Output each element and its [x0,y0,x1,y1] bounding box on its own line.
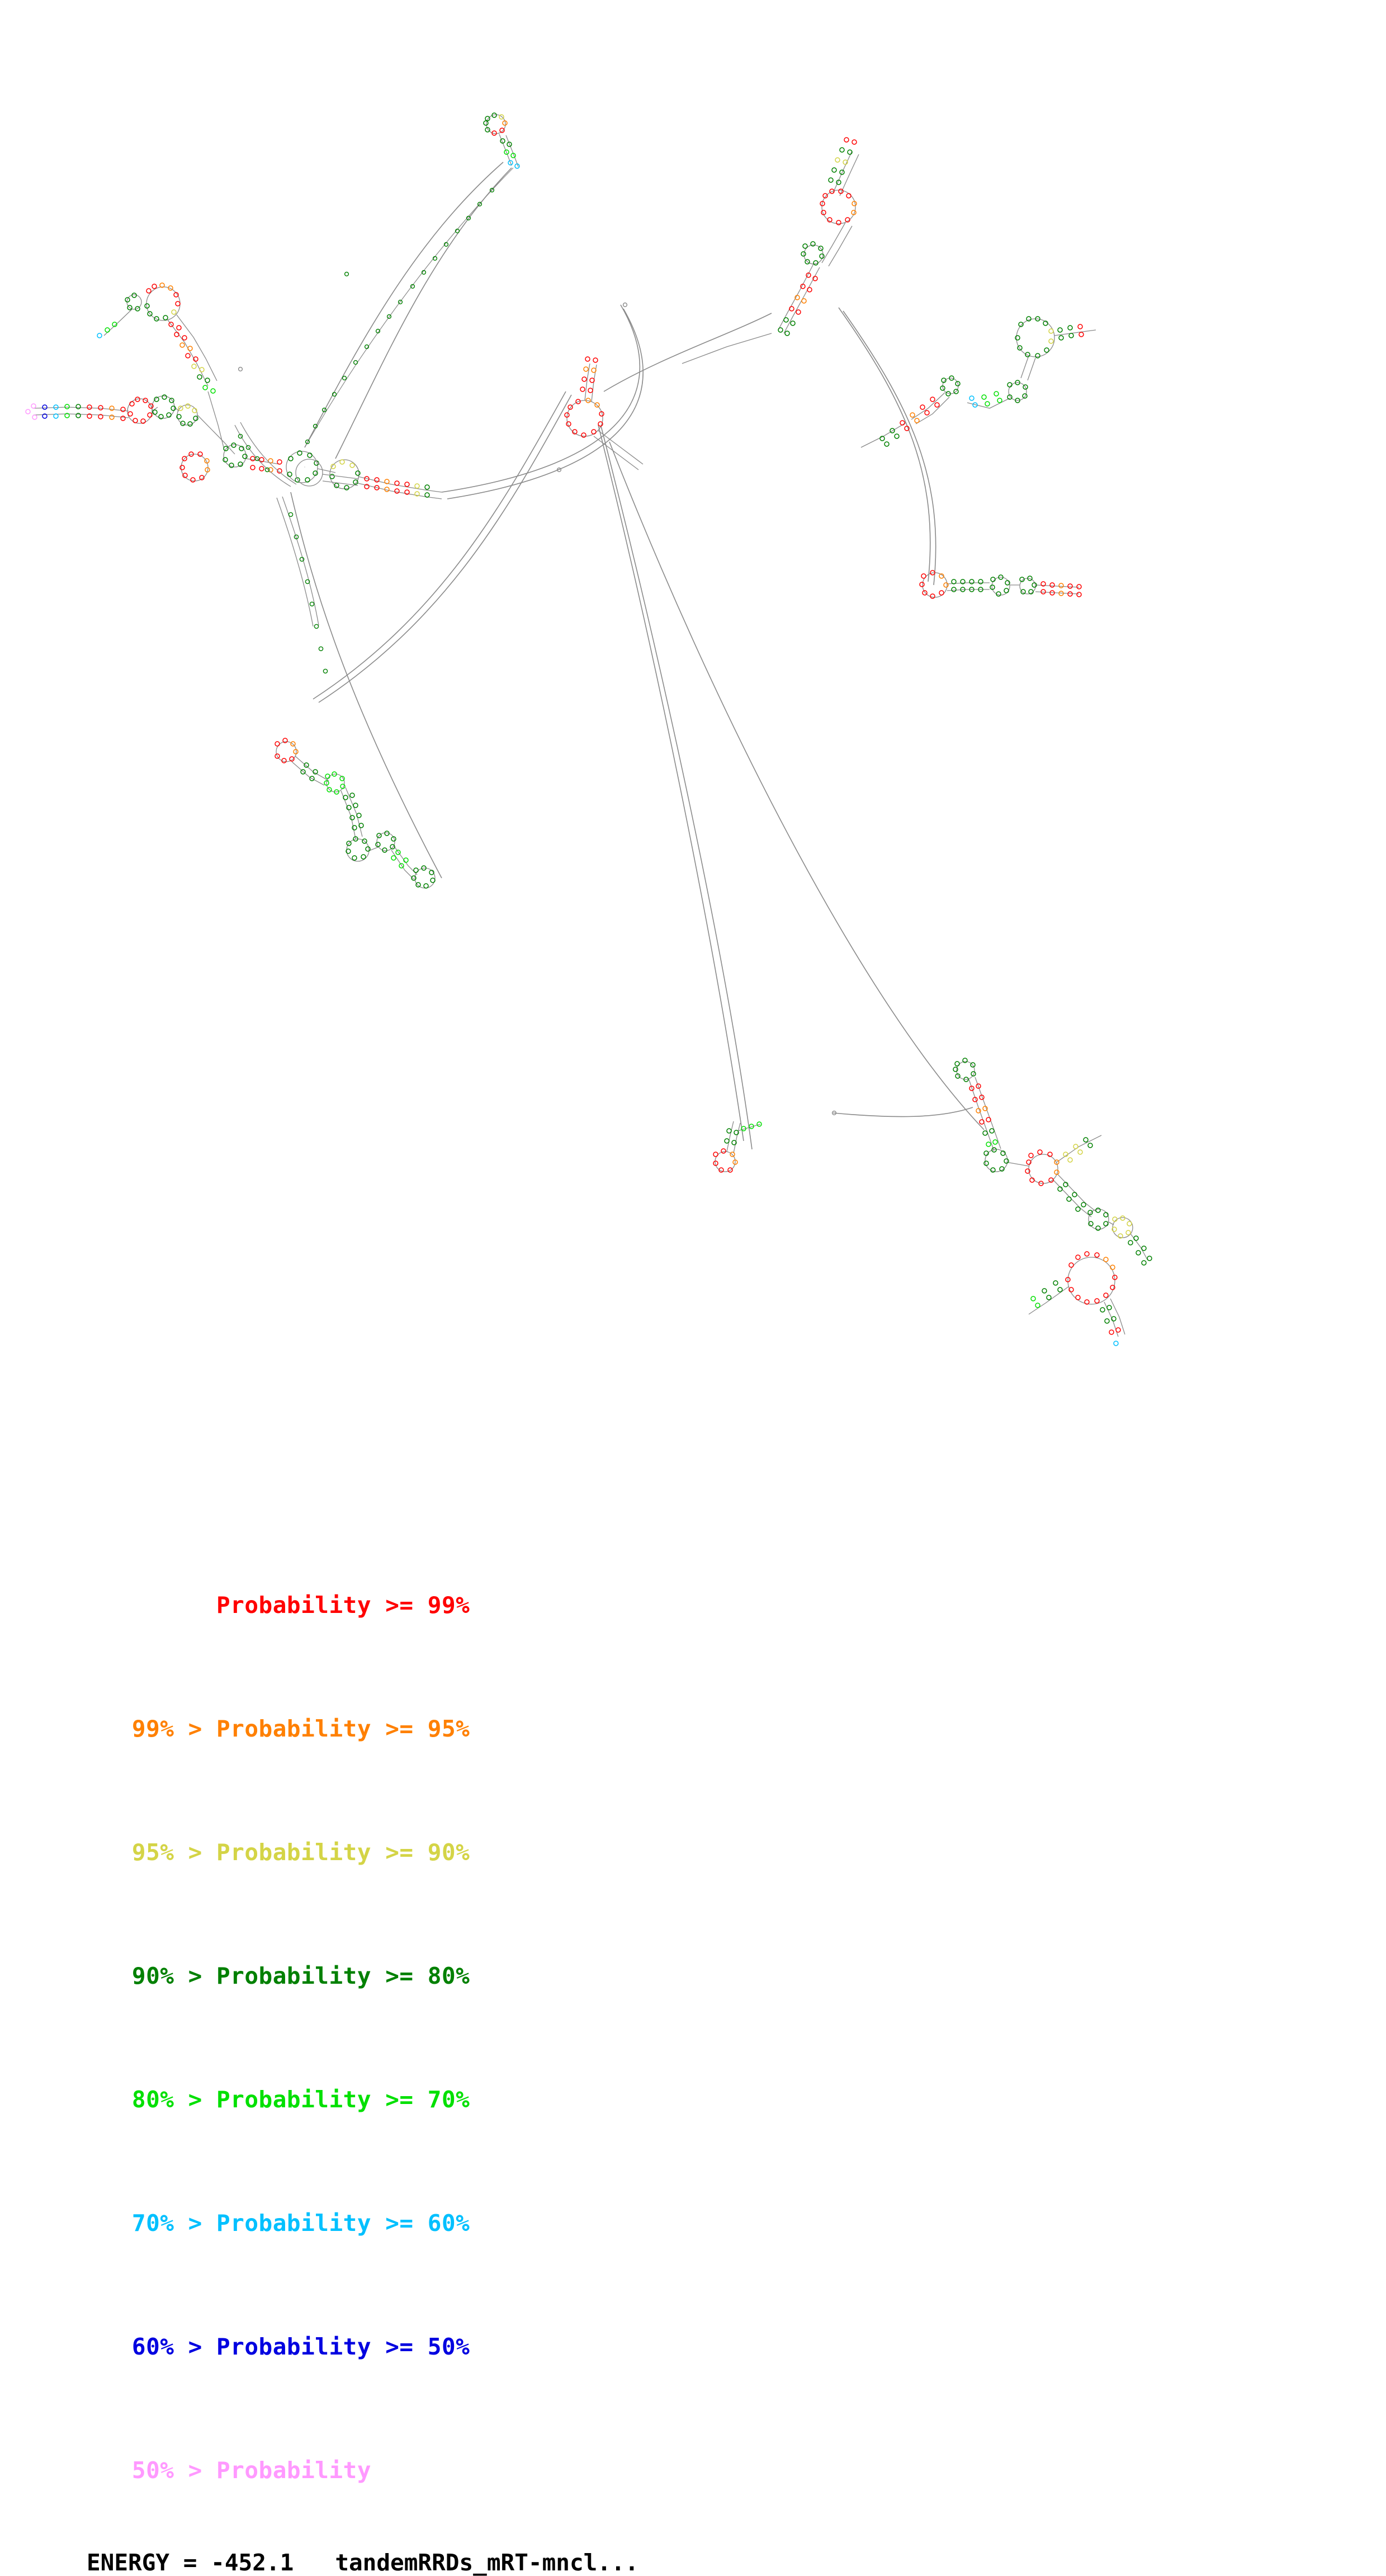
legend-label-below50: Probability [216,2459,371,2482]
legend-row-80 [0,1914,1386,2038]
motif-right-mid-arm [920,570,1081,598]
motif-long-arc-left [305,168,513,447]
motif-upper-right [682,138,859,364]
motif-bottom-right-domain [953,1058,1152,1346]
motif-upper-left-cluster [26,283,442,499]
legend-prefix-95: 99% > [87,1718,216,1740]
backbone-connectors [291,162,984,1149]
legend-label-80: Probability >= 80% [216,1965,470,1988]
legend-label-60: Probability >= 60% [216,2212,470,2235]
legend-label-50: Probability >= 50% [216,2336,470,2358]
legend-label-90: Probability >= 90% [216,1841,470,1864]
legend-label-70: Probability >= 70% [216,2088,470,2111]
legend-label-95: Probability >= 95% [216,1718,470,1740]
motif-top-left-hairpin [484,113,519,168]
motif-lower-left-branch [275,738,435,888]
legend-prefix-below50: 50% > [87,2459,216,2482]
legend-label-99: Probability >= 99% [216,1594,470,1617]
legend-row-below50 [0,2409,1386,2532]
legend-prefix-60: 70% > [87,2212,216,2235]
legend-prefix-80: 90% > [87,1965,216,1988]
legend-prefix-90: 95% > [87,1841,216,1864]
motif-lower-center-hairpin [713,1121,761,1172]
legend-row-60 [0,2162,1386,2285]
legend-prefix-50: 60% > [87,2336,216,2358]
legend-prefix-70: 80% > [87,2088,216,2111]
energy-label: ENERGY = -452.1 tandemRRDs_mRT-mncl... [0,2532,1386,2576]
legend-row-50 [0,2285,1386,2409]
probability-legend [0,1544,1386,2576]
motif-right-cluster [861,317,1096,447]
legend-row-90 [0,1791,1386,1914]
motif-misc-marks [239,303,627,472]
legend-row-99 [0,1544,1386,1667]
legend-row-95 [0,1667,1386,1791]
legend-row-70 [0,2038,1386,2162]
